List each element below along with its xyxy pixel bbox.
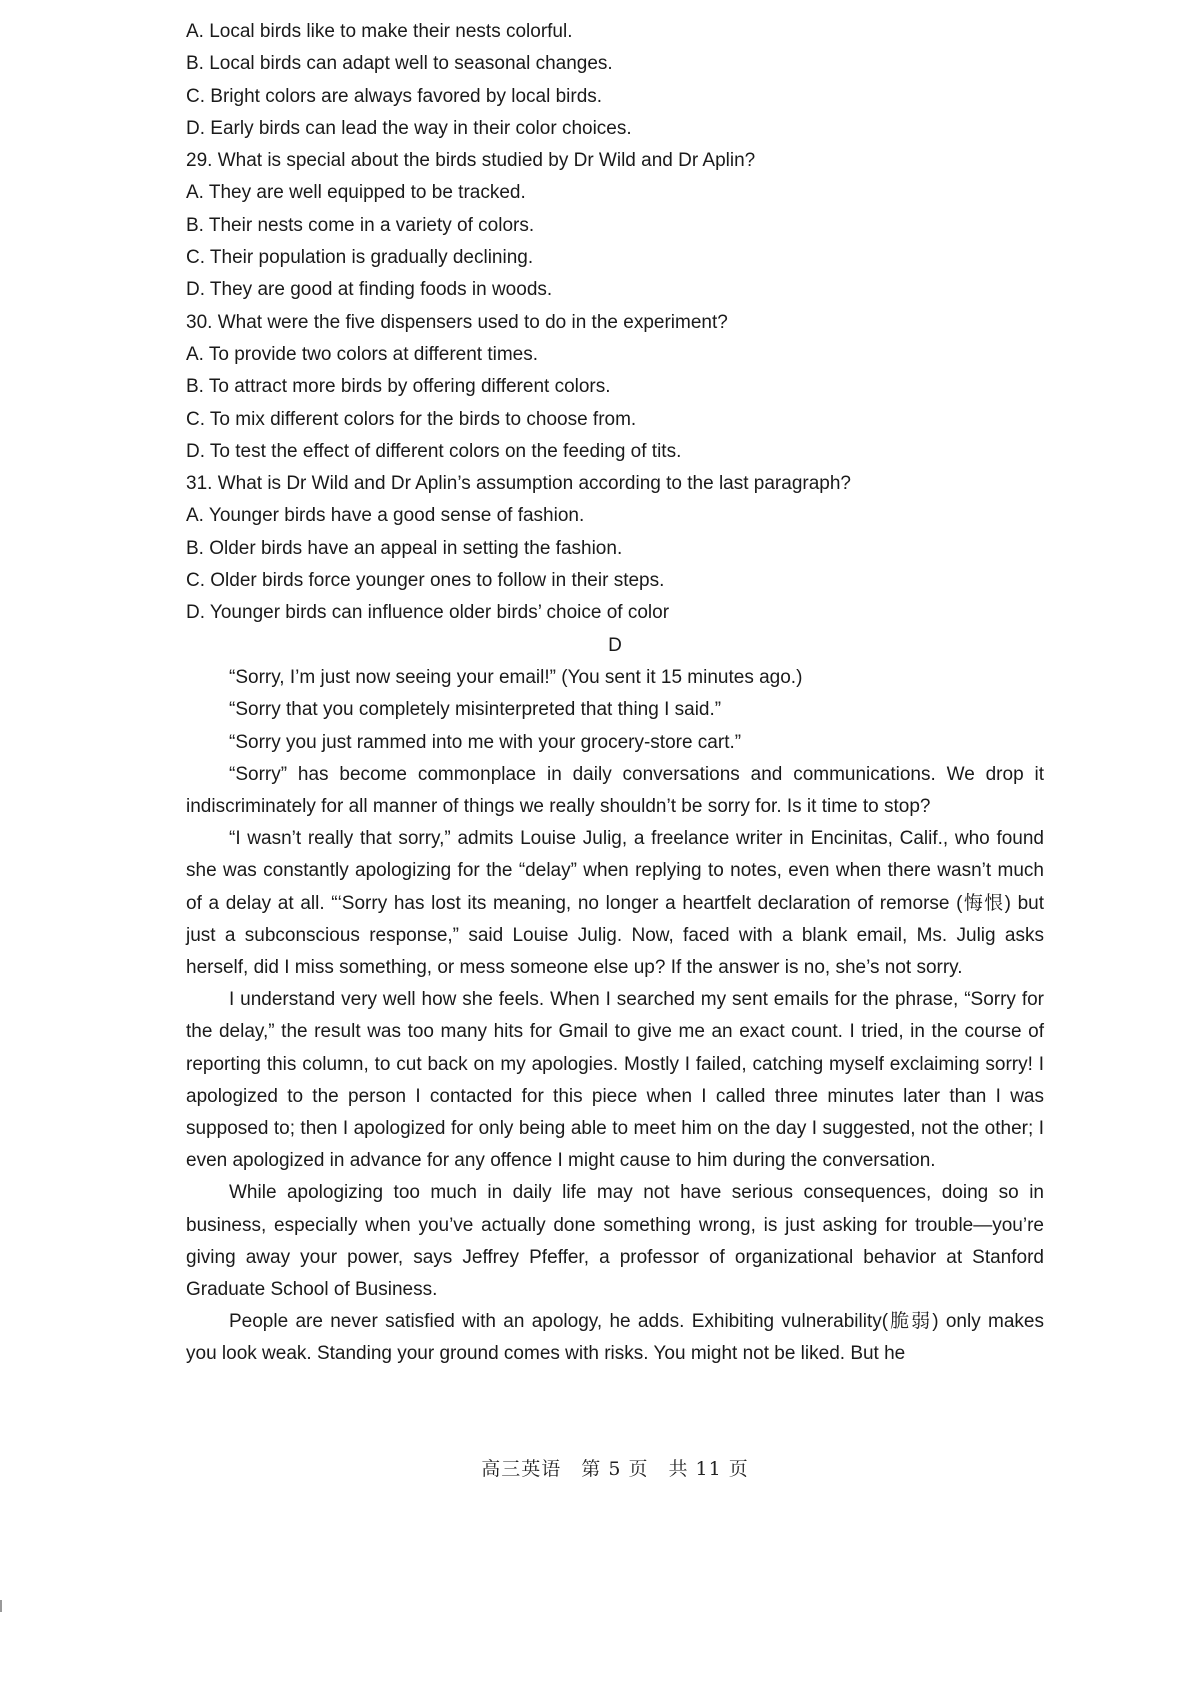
exam-page: [186, 16, 1044, 1371]
option-d: D. To test the effect of different colors on the feeding of tits.: [186, 440, 682, 462]
question-text: 29. What is special about the birds studied by Dr Wild and Dr Aplin?: [186, 150, 756, 172]
option-b: B. Their nests come in a variety of colors.: [186, 214, 535, 236]
passage-quote: “Sorry that you completely misinterpreted that thing I said.”: [229, 699, 722, 721]
passage-quote: “Sorry, I’m just now seeing your email!” (You sent it 15 minutes ago.): [229, 666, 803, 688]
option-a: A. They are well equipped to be tracked.: [186, 182, 526, 204]
option-d: D. Early birds can lead the way in their color choices.: [186, 117, 632, 139]
passage-paragraph: “Sorry” has become commonplace in daily conversations and communications. We drop it indiscriminately for all manner of things we really shouldn’t be sorry for. Is it time to stop?: [186, 763, 1044, 818]
option-b: B. Local birds can adapt well to seasonal changes.: [186, 53, 613, 75]
option-b: B. To attract more birds by offering different colors.: [186, 376, 611, 398]
section-heading: D: [608, 634, 622, 656]
passage-paragraph: “I wasn’t really that sorry,” admits Louise Julig, a freelance writer in Encinitas, Calif., who found she was constantly apologizing for the “delay” when replying to notes, even when there wasn’t much of a delay at all. “‘Sorry has lost its meaning, no longer a heartfelt declaration of remorse (悔恨) but just a subconscious response,” said Louise Julig. Now, faced with a blank email, Ms. Julig asks herself, did I miss something, or mess someone else up? If the answer is no, she’s not sorry.: [186, 828, 1044, 979]
passage-quote: “Sorry you just rammed into me with your grocery-store cart.”: [229, 731, 742, 753]
option-a: A. Younger birds have a good sense of fashion.: [186, 505, 585, 527]
option-c: C. To mix different colors for the birds to choose from.: [186, 408, 637, 430]
question-29: [186, 145, 1044, 306]
page-footer: 高三英语 第 5 页 共 11 页: [481, 1458, 749, 1480]
option-d: D. They are good at finding foods in woods.: [186, 279, 553, 301]
option-c: C. Older birds force younger ones to follow in their steps.: [186, 570, 665, 592]
option-a: A. To provide two colors at different times.: [186, 343, 539, 365]
question-text: 30. What were the five dispensers used to do in the experiment?: [186, 311, 728, 333]
option-a: A. Local birds like to make their nests colorful.: [186, 21, 573, 42]
scan-edge-mark: [0, 1600, 2, 1612]
passage-paragraph: I understand very well how she feels. When I searched my sent emails for the phrase, “Sorry for the delay,” the result was too many hits for Gmail to give me an exact count. I tried, in the course of reporting this column, to cut back on my apologies. Mostly I failed, catching myself exclaiming sorry! I apologized to the person I contacted for this piece when I called three minutes later than I was supposed to; then I apologized for only being able to meet him on the day I suggested, not the other; I even apologized in advance for any offence I might cause to him during the conversation.: [186, 989, 1044, 1172]
passage-d: [186, 630, 1044, 1371]
option-d: D. Younger birds can influence older birds’ choice of color: [186, 602, 670, 624]
q28-options: [186, 16, 1044, 145]
question-30: [186, 307, 1044, 468]
question-text: 31. What is Dr Wild and Dr Aplin’s assumption according to the last paragraph?: [186, 473, 851, 495]
question-31: [186, 468, 1044, 629]
option-c: C. Their population is gradually declining.: [186, 247, 534, 269]
passage-paragraph: People are never satisfied with an apology, he adds. Exhibiting vulnerability(脆弱) only makes you look weak. Standing your ground comes with risks. You might not be liked. But he: [186, 1311, 1044, 1365]
option-b: B. Older birds have an appeal in setting the fashion.: [186, 537, 623, 559]
option-c: C. Bright colors are always favored by local birds.: [186, 85, 603, 107]
passage-paragraph: While apologizing too much in daily life may not have serious consequences, doing so in business, especially when you’ve actually done something wrong, is just asking for trouble—you’re giving away your power, says Jeffrey Pfeffer, a professor of organizational behavior at Stanford Graduate School of Business.: [186, 1182, 1044, 1301]
